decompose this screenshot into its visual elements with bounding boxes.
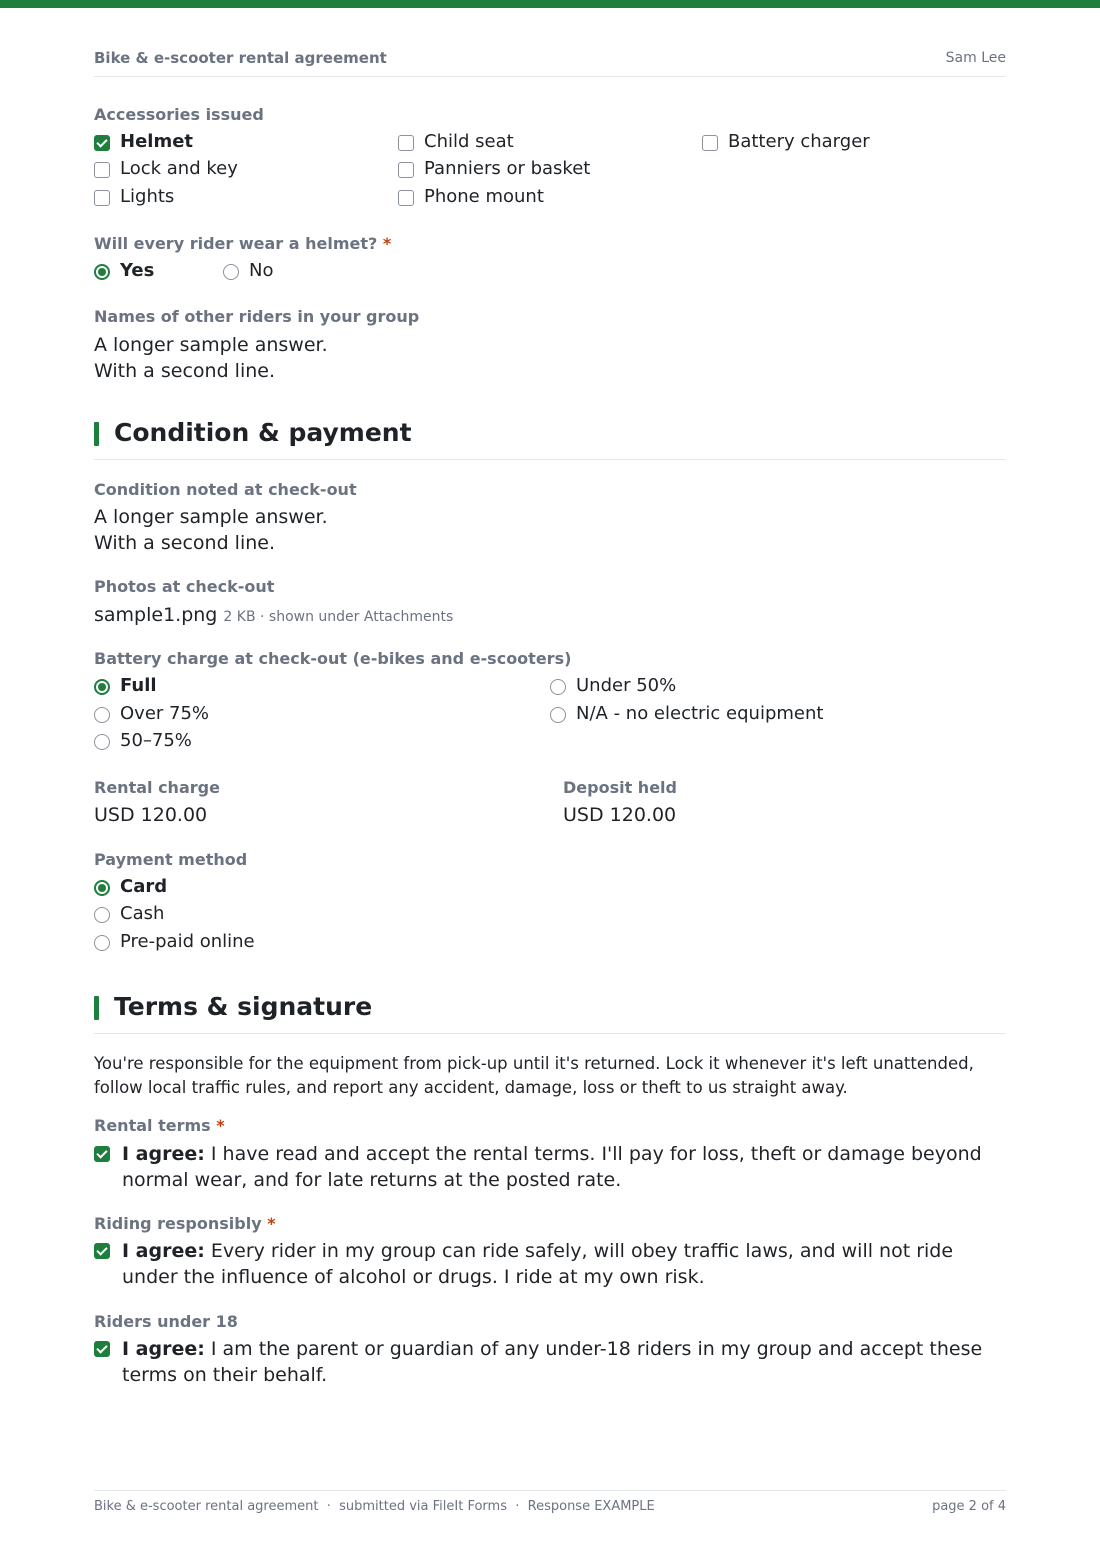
required-marker: * [216,1116,225,1135]
accessories-label: Accessories issued [94,105,264,124]
answer-line: With a second line. [94,360,275,382]
deposit-value: USD 120.00 [563,804,677,826]
radio[interactable] [94,707,110,723]
option-label: Over 75% [120,703,210,724]
photos-label: Photos at check-out [94,577,275,596]
checkbox[interactable] [398,135,414,151]
radio[interactable] [94,935,110,951]
radio[interactable] [550,679,566,695]
answer-line: With a second line. [94,532,275,554]
option-label: Full [120,675,157,696]
payment-method-label: Payment method [94,850,248,869]
answer-line: A longer sample answer. [94,506,328,528]
checkbox[interactable] [94,162,110,178]
terms-intro: You're responsible for the equipment from pick-up until it's returned. Lock it whenever it's left unattended, follow local traffic rules, and report any accident, damage, loss or theft to us straight away. [94,1054,974,1097]
agreement-title: Riding responsibly [94,1214,262,1233]
radio[interactable] [94,734,110,750]
radio[interactable] [550,707,566,723]
option-label: Card [120,876,168,897]
option-label: 50–75% [120,730,192,751]
option-label: Cash [120,903,165,924]
page-header [94,49,1006,77]
file-name[interactable]: sample1.png [94,604,218,626]
battery-label: Battery charge at check-out (e-bikes and e-scooters) [94,649,572,668]
option-label: N/A - no electric equipment [576,703,824,724]
section-title: Terms & signature [114,992,373,1021]
footer-info: Bike & e-scooter rental agreement · submitted via FileIt Forms · Response EXAMPLE [94,1499,655,1514]
file-meta: 2 KB · shown under Attachments [223,609,454,625]
checkbox[interactable] [398,162,414,178]
question-text: Will every rider wear a helmet? [94,234,378,253]
section-title: Condition & payment [114,418,412,447]
agreement-text [122,1238,1006,1290]
agree-body: I am the parent or guardian of any under-18 riders in my group and accept these terms on their behalf. [122,1338,983,1386]
deposit-label: Deposit held [563,778,677,797]
answer-line: A longer sample answer. [94,334,328,356]
checkbox[interactable] [94,190,110,206]
agree-prefix: I agree: [122,1143,205,1165]
agree-prefix: I agree: [122,1338,205,1360]
condition-label: Condition noted at check-out [94,480,357,499]
agreement-text [122,1336,1006,1388]
radio-selected[interactable] [94,679,110,695]
agreement-text [122,1141,1006,1193]
required-marker: * [382,234,392,253]
option-label: Pre-paid online [120,931,255,952]
other-riders-label: Names of other riders in your group [94,307,420,326]
agree-prefix: I agree: [122,1240,205,1262]
option-label: Yes [120,260,155,281]
option-label: Lock and key [120,158,238,179]
page-footer [94,1490,1006,1520]
agreement-title: Riders under 18 [94,1312,238,1331]
checkbox-checked[interactable] [94,135,110,151]
option-label: Lights [120,186,175,207]
checkbox[interactable] [702,135,718,151]
radio-selected[interactable] [94,264,110,280]
agree-body: I have read and accept the rental terms. I'll pay for loss, theft or damage beyond normal wear, and for late returns at the posted rate. [122,1143,982,1191]
photo-attachment [94,602,453,630]
user-name: Sam Lee [945,50,1006,66]
section-condition-payment [94,420,1006,460]
section-accent [94,422,99,446]
radio-selected[interactable] [94,880,110,896]
option-label: Child seat [424,131,514,152]
helmet-question-label [94,234,391,253]
checkbox-checked[interactable] [94,1243,110,1259]
agree-body: Every rider in my group can ride safely, will obey traffic laws, and will not ride under the influence of alcohol or drugs. I ride at my own risk. [122,1240,954,1288]
rental-charge-label: Rental charge [94,778,220,797]
required-marker: * [267,1214,276,1233]
form-title: Bike & e-scooter rental agreement [94,49,387,67]
option-label: Panniers or basket [424,158,591,179]
option-label: Under 50% [576,675,677,696]
option-label: Phone mount [424,186,544,207]
checkbox-checked[interactable] [94,1341,110,1357]
page-number: page 2 of 4 [932,1499,1006,1514]
checkbox[interactable] [398,190,414,206]
rental-charge-value: USD 120.00 [94,804,208,826]
option-label: Battery charger [728,131,870,152]
checkbox-checked[interactable] [94,1146,110,1162]
form-page [94,0,1006,1556]
agreement-title: Rental terms [94,1116,211,1135]
riding-responsibly-label [94,1214,276,1233]
section-terms-signature [94,994,1006,1034]
option-label: Helmet [120,131,194,152]
other-riders-answer [94,332,328,384]
riders-under-18-label [94,1312,238,1331]
rental-terms-label [94,1116,225,1135]
radio[interactable] [223,264,239,280]
condition-answer [94,504,328,556]
section-accent [94,996,99,1020]
option-label: No [249,260,274,281]
radio[interactable] [94,907,110,923]
